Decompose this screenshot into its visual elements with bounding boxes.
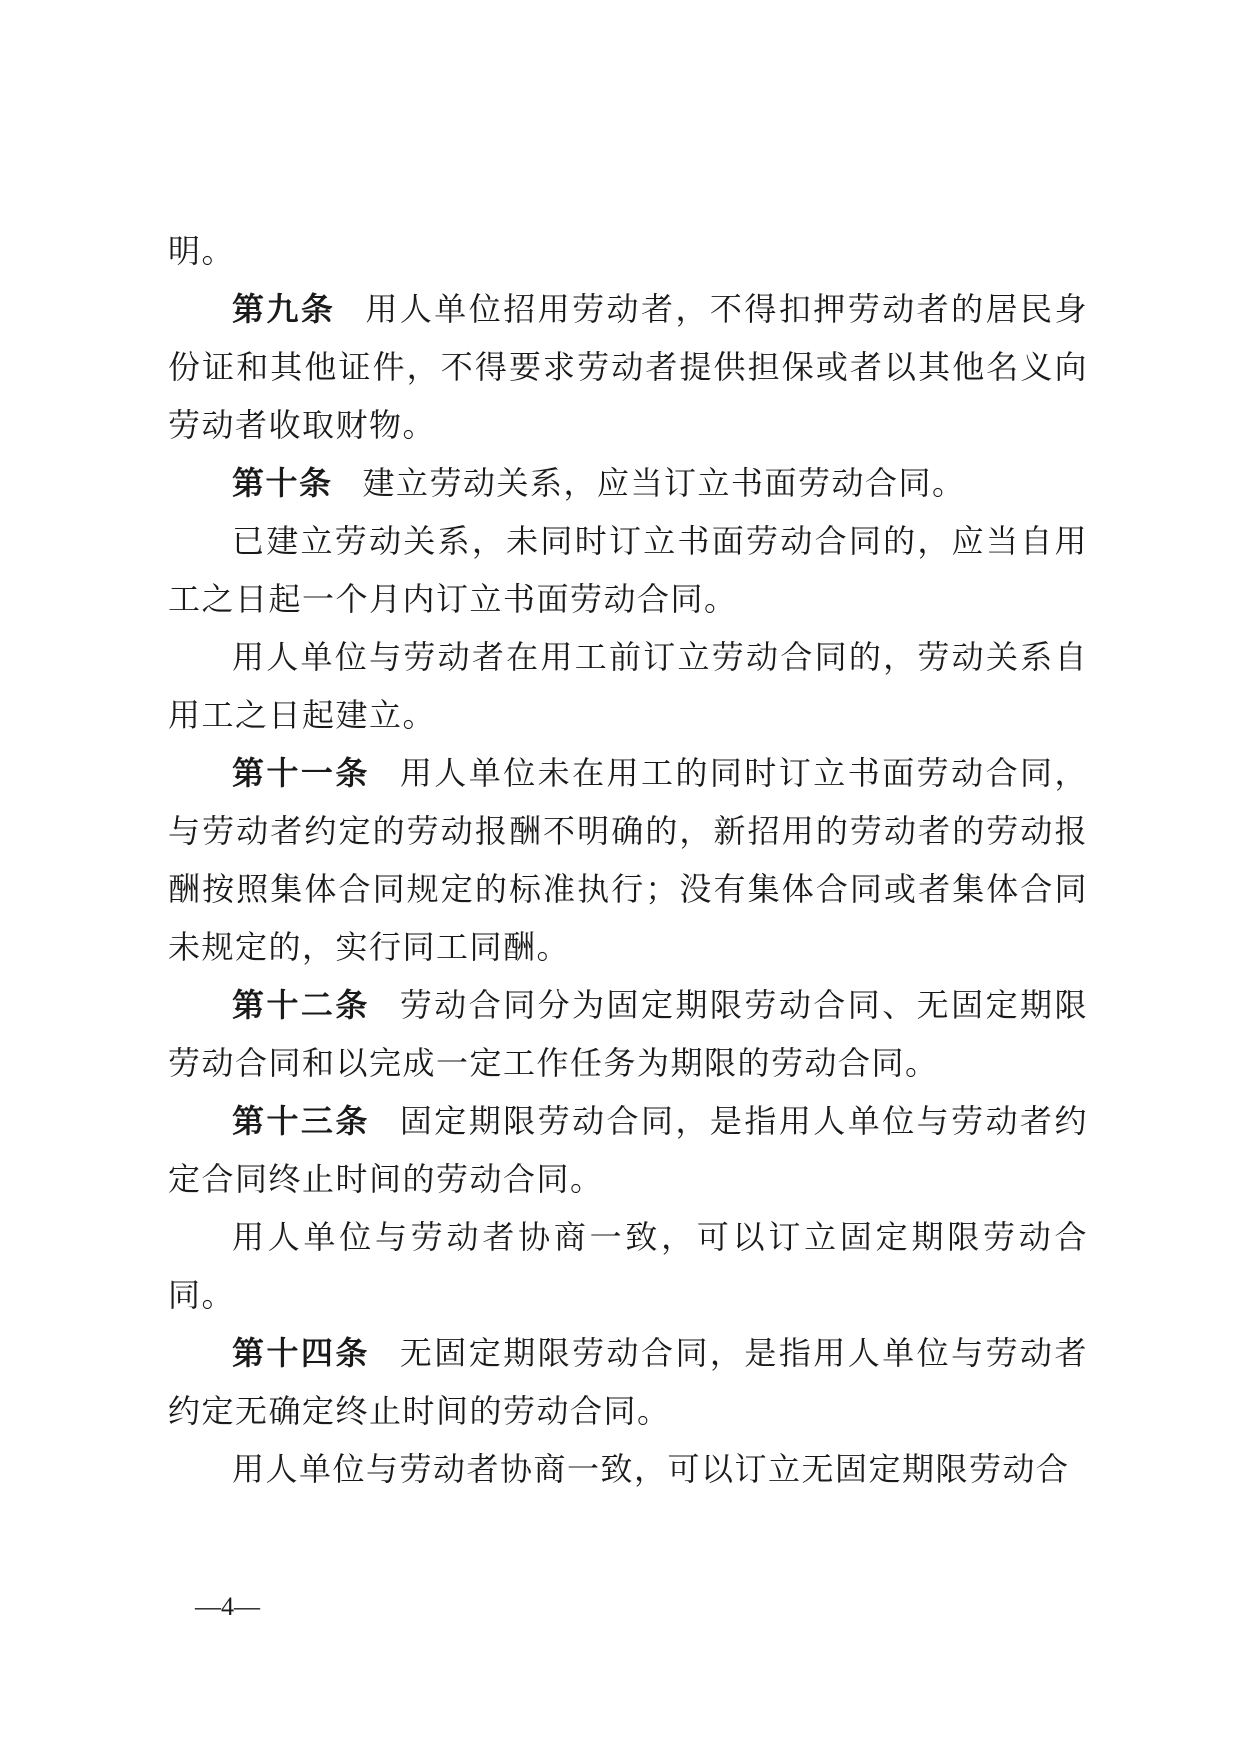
article-9 — [168, 280, 1088, 454]
article-12 — [168, 976, 1088, 1092]
article-13 — [168, 1092, 1088, 1208]
document-body — [168, 222, 1088, 1498]
article-10 — [168, 454, 1088, 512]
paragraph-text: 已建立劳动关系，未同时订立书面劳动合同的，应当自用工之日起一个月内订立书面劳动合同。 — [168, 522, 1088, 618]
article-text: 无固定期限劳动合同，是指用人单位与劳动者约定无确定终止时间的劳动合同。 — [168, 1334, 1088, 1430]
paragraph-text: 用人单位与劳动者在用工前订立劳动合同的，劳动关系自用工之日起建立。 — [168, 638, 1088, 734]
page-number: —4— — [195, 1592, 260, 1621]
article-heading: 第十条 — [232, 464, 333, 502]
article-11 — [168, 744, 1088, 976]
article-heading: 第十三条 — [232, 1102, 370, 1140]
paragraph-text: 用人单位与劳动者协商一致，可以订立固定期限劳动合同。 — [168, 1218, 1088, 1314]
article-heading: 第九条 — [232, 290, 336, 328]
paragraph-text: 用人单位与劳动者协商一致，可以订立无固定期限劳动合 — [232, 1450, 1070, 1488]
article-text: 用人单位招用劳动者，不得扣押劳动者的居民身份证和其他证件，不得要求劳动者提供担保或者以其他名义向劳动者收取财物。 — [168, 290, 1088, 444]
article-heading: 第十一条 — [232, 754, 370, 792]
paragraph — [168, 1440, 1088, 1498]
article-heading: 第十四条 — [232, 1334, 370, 1372]
article-heading: 第十二条 — [232, 986, 370, 1024]
paragraph — [168, 628, 1088, 744]
paragraph — [168, 512, 1088, 628]
article-text: 固定期限劳动合同，是指用人单位与劳动者约定合同终止时间的劳动合同。 — [168, 1102, 1088, 1198]
paragraph — [168, 1208, 1088, 1324]
paragraph — [168, 222, 1088, 280]
article-text: 用人单位未在用工的同时订立书面劳动合同，与劳动者约定的劳动报酬不明确的，新招用的劳动者的劳动报酬按照集体合同规定的标准执行；没有集体合同或者集体合同未规定的，实行同工同酬。 — [168, 754, 1088, 966]
article-text: 劳动合同分为固定期限劳动合同、无固定期限劳动合同和以完成一定工作任务为期限的劳动合同。 — [168, 986, 1088, 1082]
article-14 — [168, 1324, 1088, 1440]
article-text: 建立劳动关系，应当订立书面劳动合同。 — [362, 464, 966, 502]
paragraph-text: 明。 — [168, 232, 236, 270]
